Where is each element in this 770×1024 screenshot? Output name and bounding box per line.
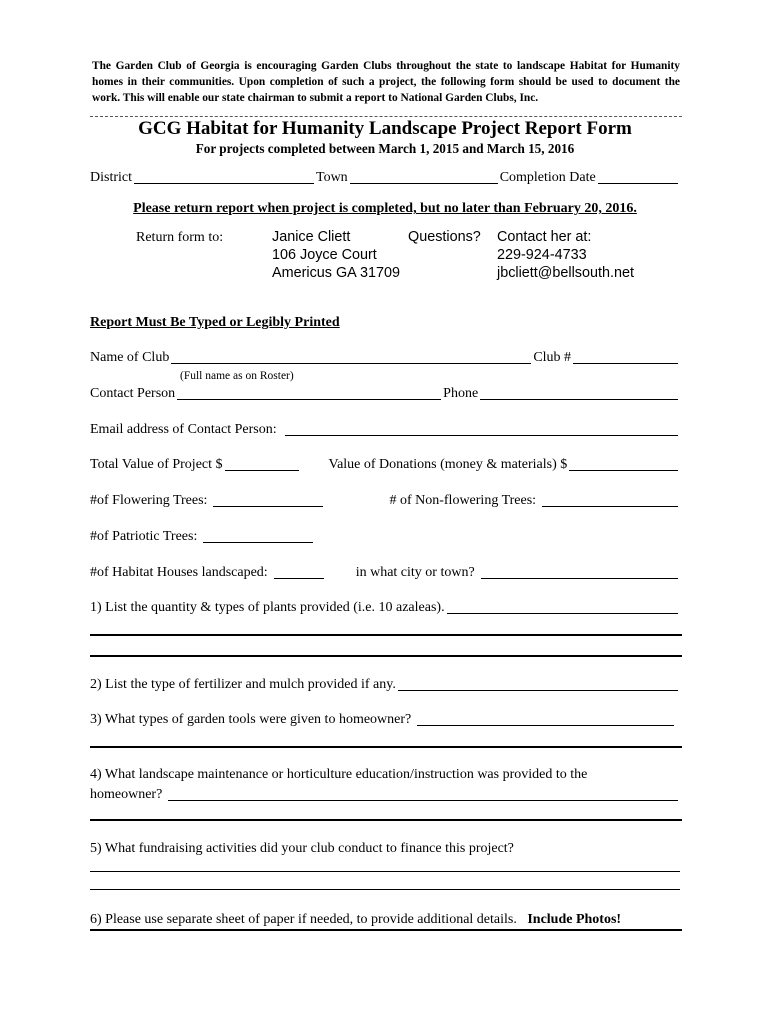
return-notice: Please return report when project is completed, but no later than February 20, 2016. xyxy=(133,201,637,216)
houses-row xyxy=(90,565,680,581)
phone-label: Phone xyxy=(443,386,479,401)
houses-label: #of Habitat Houses landscaped: xyxy=(90,565,268,580)
q2-text: 2) List the type of fertilizer and mulch provided if any. xyxy=(90,677,396,692)
form-title: GCG Habitat for Humanity Landscape Project Report Form xyxy=(138,118,632,139)
q4-row xyxy=(90,787,680,803)
q5-answer-line-2[interactable] xyxy=(90,889,680,890)
donations-label: Value of Donations (money & materials) $ xyxy=(328,457,568,472)
district-field[interactable] xyxy=(134,170,314,184)
contact-email[interactable]: jbcliett@bellsouth.net xyxy=(497,265,635,281)
q1-answer-line-1[interactable] xyxy=(90,634,682,636)
must-typed-notice: Report Must Be Typed or Legibly Printed xyxy=(90,315,340,330)
q1-row xyxy=(90,600,680,616)
q4-text-line-1: 4) What landscape maintenance or horticulture education/instruction was provided to the xyxy=(90,767,588,782)
value-row xyxy=(90,457,680,473)
email-row xyxy=(90,422,680,438)
total-value-field[interactable] xyxy=(225,457,299,471)
contact-city: Americus GA 31709 xyxy=(272,265,400,281)
q4-field[interactable] xyxy=(168,787,678,801)
completion-date-field[interactable] xyxy=(598,170,678,184)
contact-street: 106 Joyce Court xyxy=(272,247,377,263)
donations-field[interactable] xyxy=(569,457,678,471)
dotted-divider xyxy=(90,116,682,117)
q6-row xyxy=(90,912,621,928)
houses-field[interactable] xyxy=(274,565,324,579)
q3-answer-line[interactable] xyxy=(90,746,682,748)
club-name-row xyxy=(90,350,680,366)
header-fields-row xyxy=(90,170,680,186)
questions-label: Questions? xyxy=(408,229,481,245)
city-town-field[interactable] xyxy=(481,565,678,579)
patriotic-trees-label: #of Patriotic Trees: xyxy=(90,529,198,544)
flowering-trees-field[interactable] xyxy=(213,493,323,507)
q3-text: 3) What types of garden tools were given to homeowner? xyxy=(90,712,412,727)
q6-answer-line[interactable] xyxy=(90,929,682,931)
club-name-note: (Full name as on Roster) xyxy=(180,370,294,382)
contact-person-row xyxy=(90,386,680,402)
contact-her-label: Contact her at: xyxy=(497,229,592,245)
club-number-label: Club # xyxy=(533,350,572,365)
non-flowering-trees-label: # of Non-flowering Trees: xyxy=(389,493,537,508)
patriotic-trees-field[interactable] xyxy=(203,529,313,543)
contact-name: Janice Cliett xyxy=(272,229,351,245)
club-number-field[interactable] xyxy=(573,350,678,364)
completion-date-label: Completion Date xyxy=(499,170,596,185)
email-label: Email address of Contact Person: xyxy=(90,422,277,437)
district-label: District xyxy=(90,170,132,185)
q4-answer-line[interactable] xyxy=(90,819,682,821)
contact-person-field[interactable] xyxy=(177,386,441,400)
contact-phone: 229-924-4733 xyxy=(497,247,587,263)
contact-person-label: Contact Person xyxy=(90,386,176,401)
q5-text: 5) What fundraising activities did your club conduct to finance this project? xyxy=(90,841,514,856)
town-label: Town xyxy=(316,170,348,185)
town-field[interactable] xyxy=(350,170,498,184)
club-name-field[interactable] xyxy=(171,350,531,364)
city-town-label: in what city or town? xyxy=(355,565,475,580)
return-to-label: Return form to: xyxy=(136,230,224,245)
flowering-trees-label: #of Flowering Trees: xyxy=(90,493,208,508)
q5-answer-line-1[interactable] xyxy=(90,871,680,872)
q6-text: 6) Please use separate sheet of paper if needed, to provide additional details. xyxy=(90,912,517,927)
phone-field[interactable] xyxy=(480,386,678,400)
q3-field[interactable] xyxy=(417,712,674,726)
club-name-label: Name of Club xyxy=(90,350,170,365)
include-photos-text: Include Photos! xyxy=(527,912,622,927)
q2-row xyxy=(90,677,680,693)
intro-paragraph: The Garden Club of Georgia is encouraging Garden Clubs throughout the state to landscape Habitat for Humanity homes in their communities. Upon completion of such a project, the following form should be used to document the work. This will enable our state chairman to submit a report to National Garden Clubs, Inc. xyxy=(92,60,680,104)
non-flowering-trees-field[interactable] xyxy=(542,493,678,507)
q1-text: 1) List the quantity & types of plants provided (i.e. 10 azaleas). xyxy=(90,600,445,615)
q3-row xyxy=(90,712,680,728)
form-subtitle: For projects completed between March 1, 2015 and March 15, 2016 xyxy=(195,141,575,156)
trees-row xyxy=(90,493,680,509)
q1-answer-line-2[interactable] xyxy=(90,655,682,657)
q4-text-line-2: homeowner? xyxy=(90,787,163,802)
q2-field[interactable] xyxy=(398,677,678,691)
q1-field[interactable] xyxy=(447,600,678,614)
patriotic-row xyxy=(90,529,680,545)
email-field[interactable] xyxy=(285,422,678,436)
total-value-label: Total Value of Project $ xyxy=(90,457,223,472)
